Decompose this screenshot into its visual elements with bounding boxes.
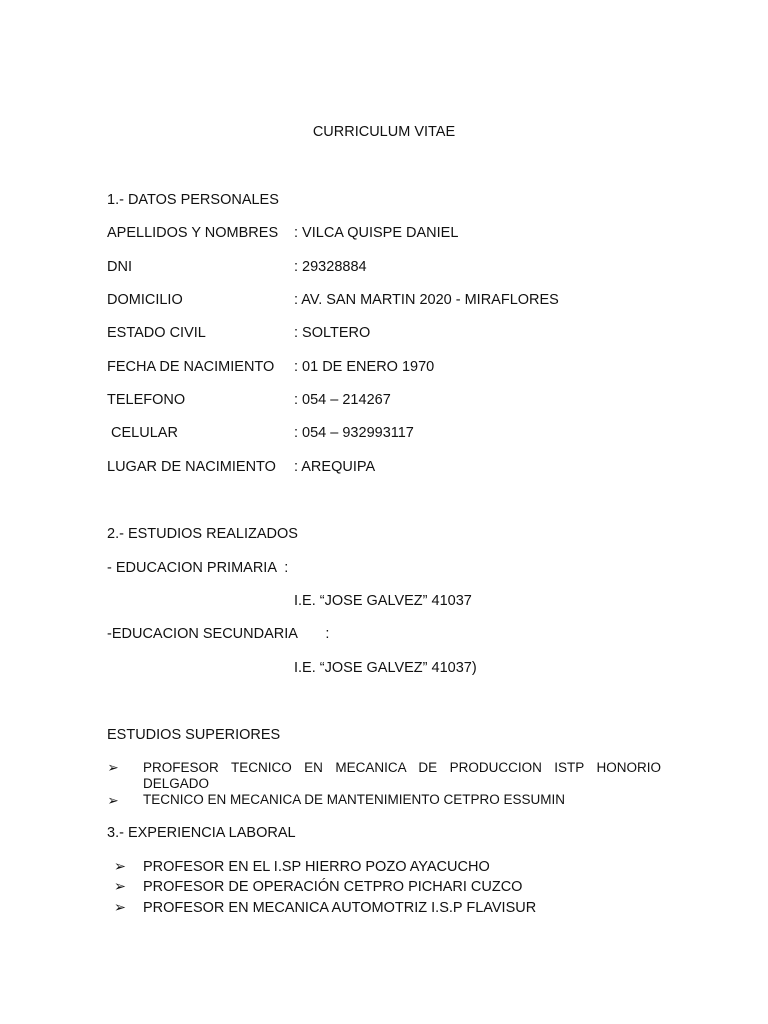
- field-label-fecha-nacimiento: FECHA DE NACIMIENTO: [107, 359, 275, 375]
- field-value-estado-civil: : SOLTERO: [294, 325, 371, 341]
- arrowhead-bullet-icon: ➢: [113, 900, 127, 916]
- field-label-estado-civil: ESTADO CIVIL: [107, 325, 206, 341]
- field-label-celular: CELULAR: [107, 425, 178, 441]
- field-value-celular: : 054 – 932993117: [294, 425, 414, 441]
- educacion-primaria-value: I.E. “JOSE GALVEZ” 41037: [294, 593, 472, 609]
- superiores-item: [143, 792, 661, 808]
- superiores-item-line1: PROFESOR TECNICO EN MECANICA DE PRODUCCION ISTP HONORIO: [143, 760, 661, 775]
- field-value-fecha-nacimiento: : 01 DE ENERO 1970: [294, 359, 435, 375]
- field-value-telefono: : 054 – 214267: [294, 392, 391, 408]
- experiencia-item: PROFESOR DE OPERACIÓN CETPRO PICHARI CUZCO: [143, 879, 523, 895]
- superiores-item-line2: DELGADO: [143, 776, 210, 791]
- educacion-secundaria-label: -EDUCACION SECUNDARIA :: [107, 626, 330, 642]
- experiencia-item: PROFESOR EN MECANICA AUTOMOTRIZ I.S.P FLAVISUR: [143, 900, 537, 916]
- field-label-lugar-nacimiento: LUGAR DE NACIMIENTO: [107, 459, 276, 475]
- section-heading-estudios-superiores: ESTUDIOS SUPERIORES: [107, 727, 281, 743]
- field-label-nombres: APELLIDOS Y NOMBRES: [107, 225, 279, 241]
- section-heading-experiencia-laboral: 3.- EXPERIENCIA LABORAL: [107, 825, 296, 841]
- field-label-telefono: TELEFONO: [107, 392, 186, 408]
- section-heading-estudios-realizados: 2.- ESTUDIOS REALIZADOS: [107, 526, 298, 542]
- superiores-item-line1: TECNICO EN MECANICA DE MANTENIMIENTO CETPRO ESSUMIN: [143, 792, 566, 807]
- arrowhead-bullet-icon: ➢: [107, 793, 119, 808]
- educacion-secundaria-value: I.E. “JOSE GALVEZ” 41037): [294, 660, 477, 676]
- field-value-dni: : 29328884: [294, 259, 367, 275]
- field-label-domicilio: DOMICILIO: [107, 292, 183, 308]
- field-label-dni: DNI: [107, 259, 132, 275]
- field-value-nombres: : VILCA QUISPE DANIEL: [294, 225, 459, 241]
- superiores-item: [143, 760, 661, 792]
- educacion-primaria-label: - EDUCACION PRIMARIA :: [107, 560, 289, 576]
- field-value-domicilio: : AV. SAN MARTIN 2020 - MIRAFLORES: [294, 292, 559, 308]
- arrowhead-bullet-icon: ➢: [113, 879, 127, 895]
- field-value-lugar-nacimiento: : AREQUIPA: [294, 459, 376, 475]
- arrowhead-bullet-icon: ➢: [113, 859, 127, 875]
- arrowhead-bullet-icon: ➢: [107, 760, 119, 775]
- experiencia-item: PROFESOR EN EL I.SP HIERRO POZO AYACUCHO: [143, 859, 490, 875]
- section-heading-datos-personales: 1.- DATOS PERSONALES: [107, 192, 279, 208]
- document-title: CURRICULUM VITAE: [312, 124, 456, 140]
